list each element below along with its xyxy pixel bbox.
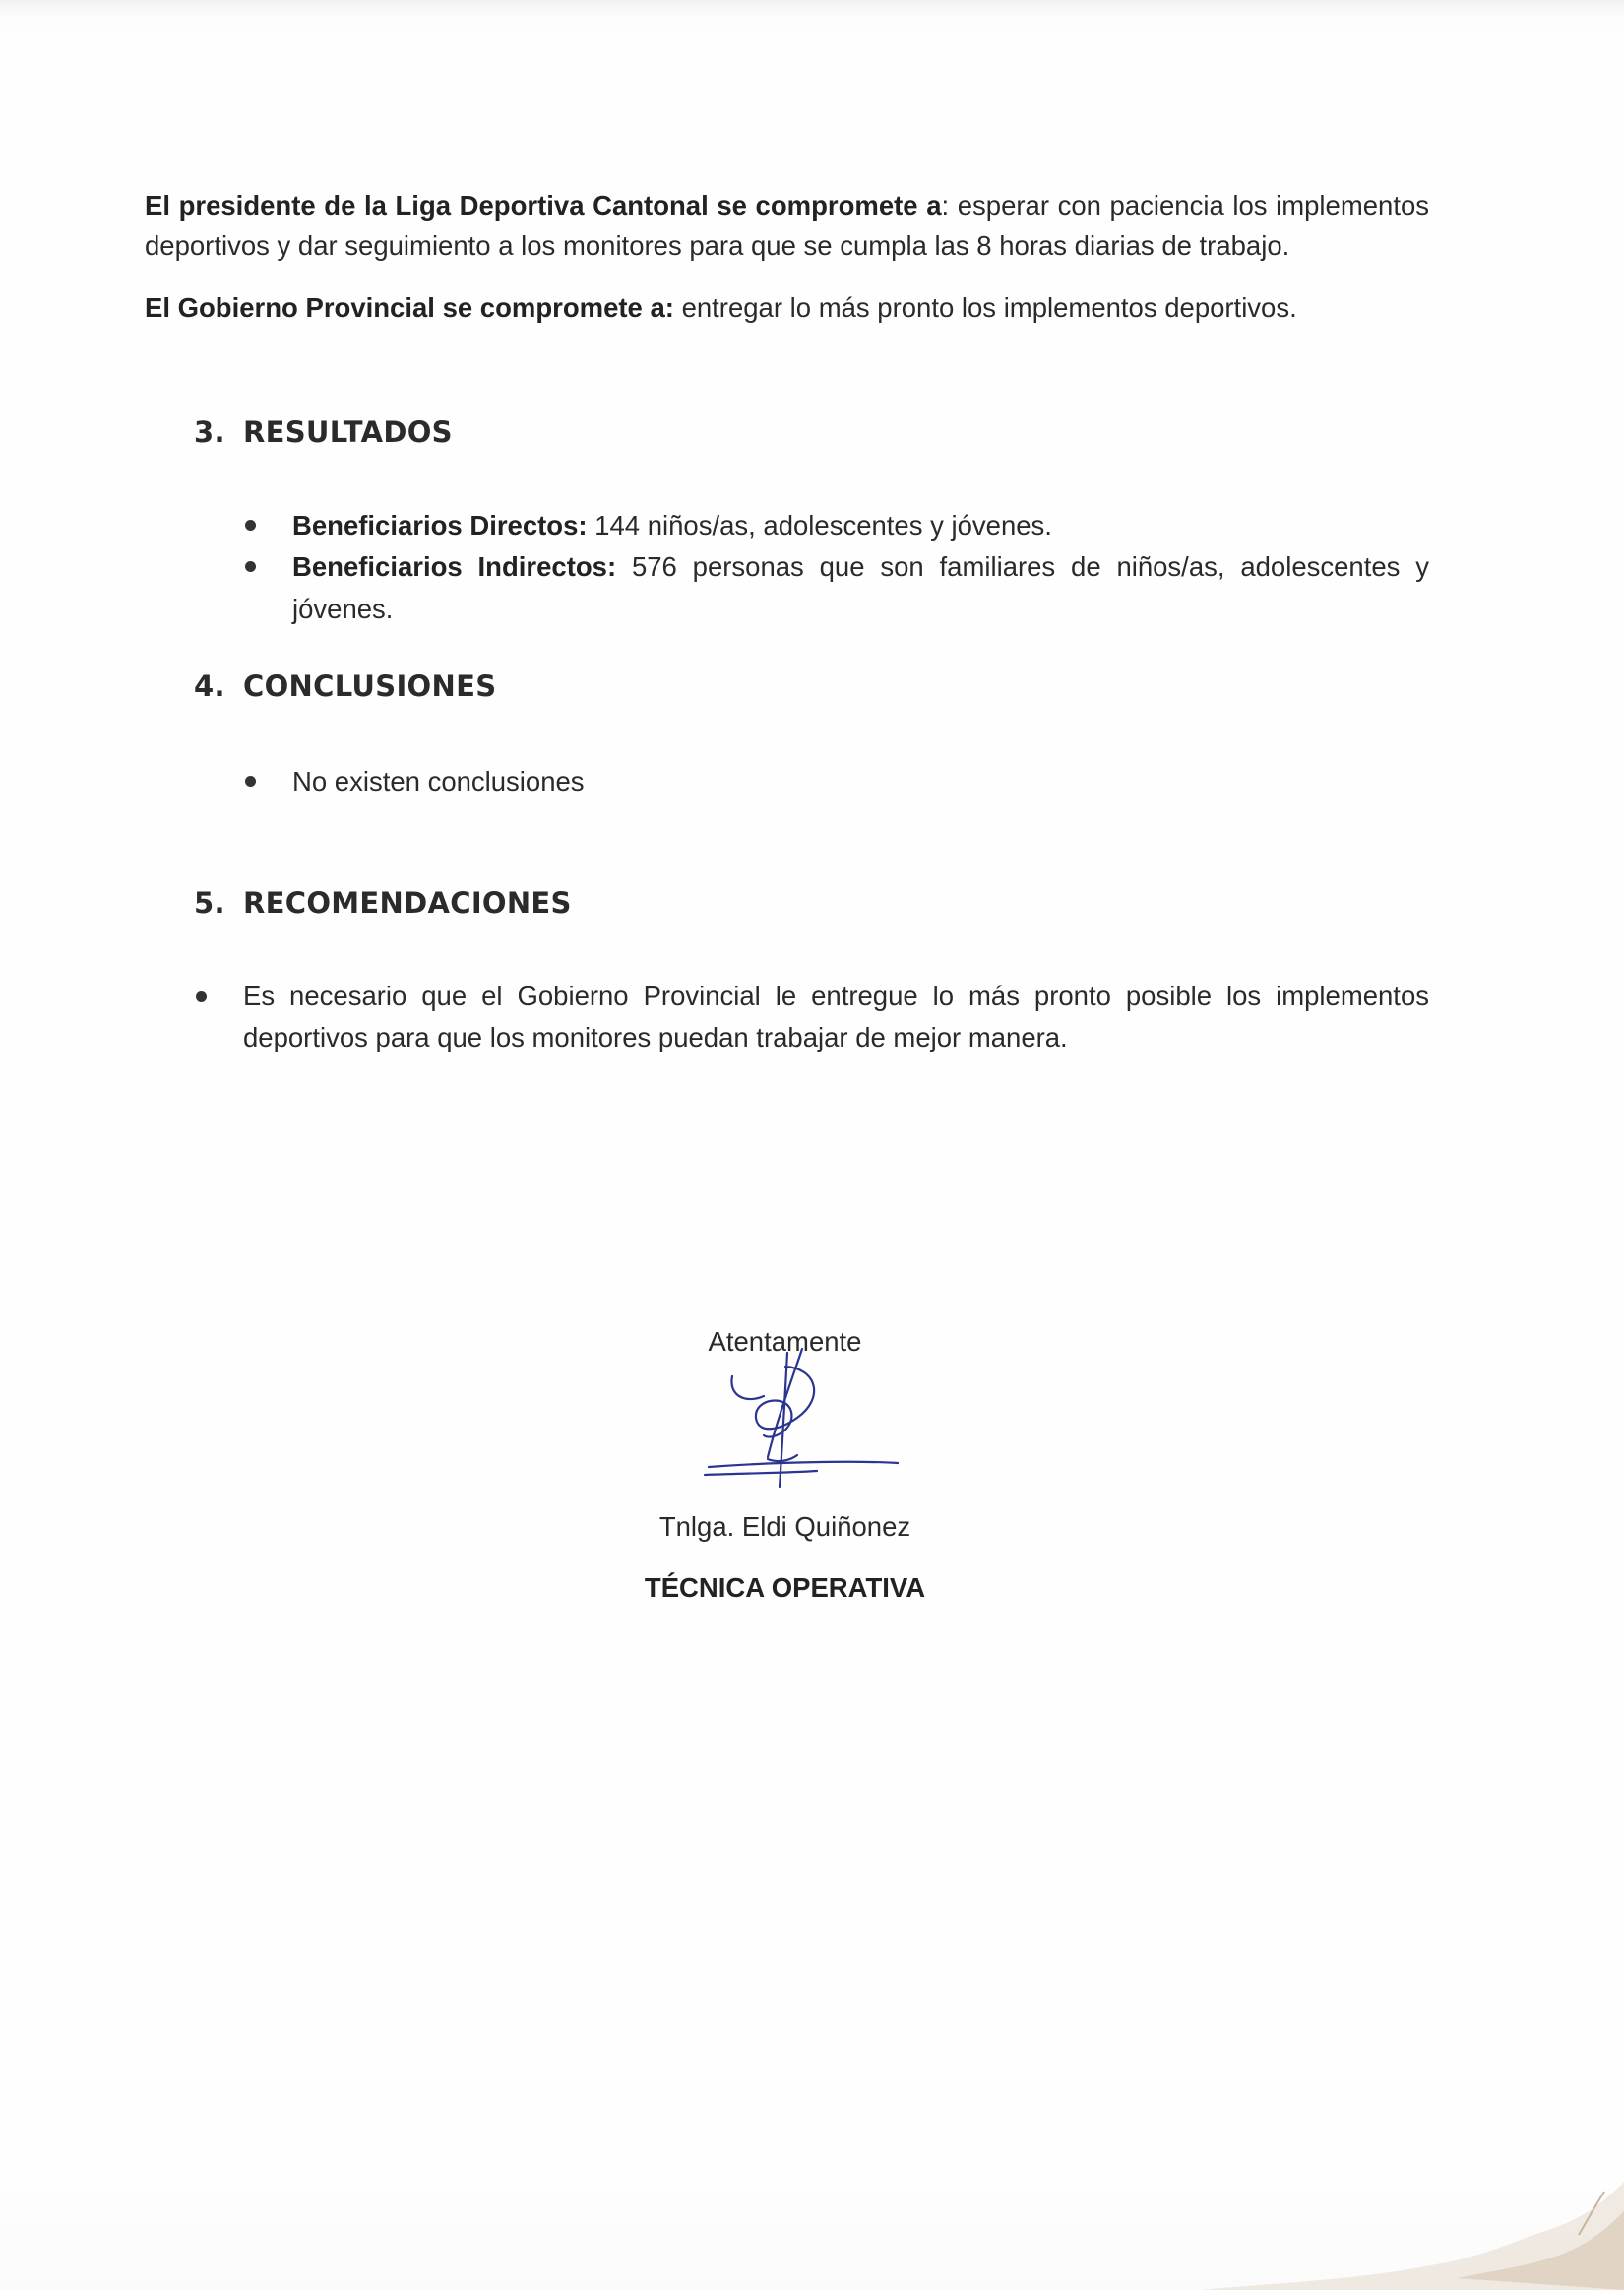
commitment-liga-text: : esperar con paciencia los implementos deportivos y dar seguimiento a los monitores para que se cumpla las 8 horas diarias de trabajo. [145, 190, 1430, 261]
list-item [292, 760, 1429, 802]
section-heading-conclusiones [194, 669, 496, 703]
list-item [292, 504, 1429, 546]
section-number: 3. [194, 415, 225, 449]
section-title: RESULTADOS [243, 415, 453, 449]
list-item-text: Es necesario que el Gobierno Provincial le entregue lo más pronto posible los implementos deportivos para que los monitores puedan trabajar de mejor manera. [243, 981, 1429, 1052]
list-item-text: 576 personas que son familiares de niños/as, adolescentes y jóvenes. [292, 551, 1429, 624]
bullet-icon [245, 520, 256, 531]
section-title: CONCLUSIONES [243, 669, 497, 703]
signer-role: TÉCNICA OPERATIVA [644, 1572, 926, 1603]
signer-name: Tnlga. Eldi Quiñonez [658, 1511, 911, 1542]
list-item [292, 545, 1429, 630]
section-heading-recomendaciones [194, 886, 572, 920]
bullet-icon [245, 776, 256, 787]
bullet-icon [245, 561, 256, 572]
commitment-gobierno-text: entregar lo más pronto los implementos deportivos. [673, 292, 1297, 323]
list-item [243, 976, 1429, 1058]
commitment-paragraph-liga [145, 185, 1429, 266]
list-item-label: Beneficiarios Indirectos: [292, 551, 617, 582]
commitment-liga-bold: El presidente de la Liga Deportiva Cantonal se compromete a [145, 190, 942, 221]
section-heading-resultados [194, 415, 453, 449]
bullet-icon [196, 991, 207, 1002]
commitment-gobierno-bold: El Gobierno Provincial se compromete a: [145, 292, 674, 323]
list-item-label: Beneficiarios Directos: [292, 510, 588, 541]
signature-icon [669, 1339, 915, 1496]
list-item-text: No existen conclusiones [292, 766, 585, 796]
section-title: RECOMENDACIONES [243, 886, 572, 920]
paper-stain-decoration [1201, 2152, 1624, 2290]
closing-text: Atentamente [708, 1326, 862, 1357]
list-item-text: 144 niños/as, adolescentes y jóvenes. [587, 510, 1052, 541]
section-number: 5. [194, 886, 225, 920]
commitment-paragraph-gobierno [145, 287, 1429, 328]
section-number: 4. [194, 669, 225, 703]
